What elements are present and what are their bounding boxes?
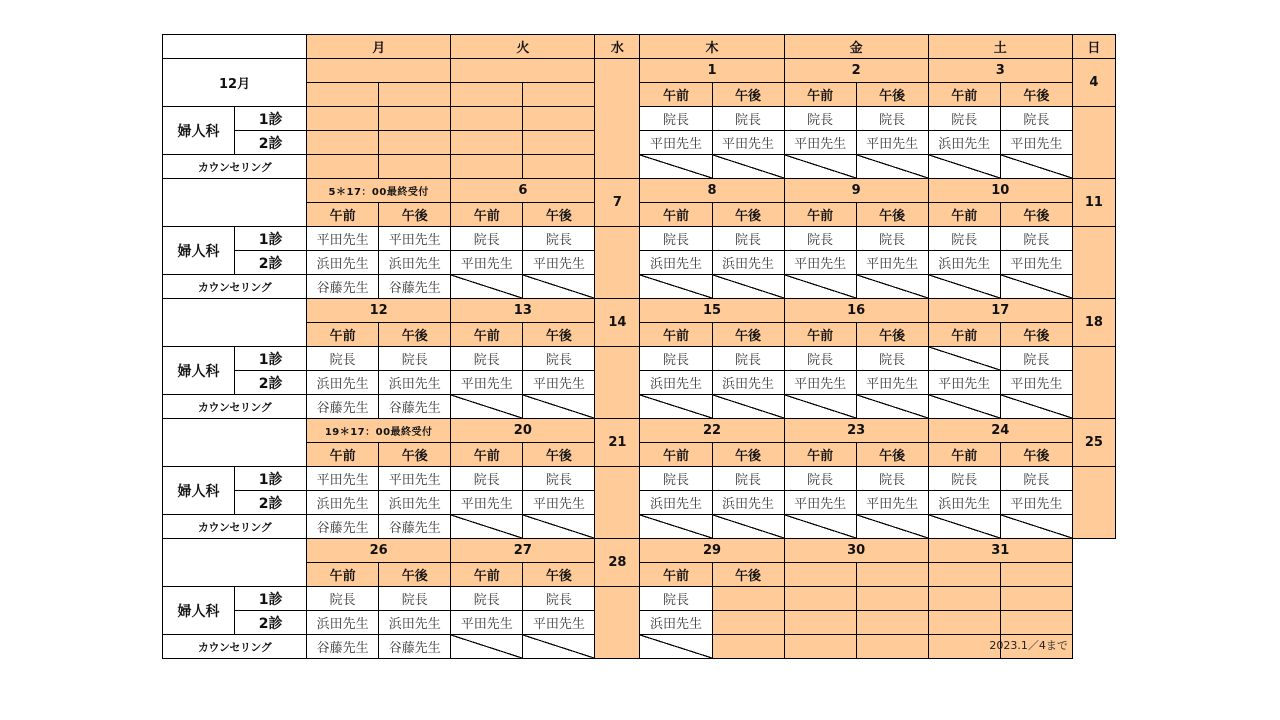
exam1-label: 1診	[235, 467, 307, 491]
doctor-cell: 院長	[856, 107, 928, 131]
doctor-cell: 平田先生	[1000, 371, 1072, 395]
no-service-cell	[784, 515, 856, 539]
doctor-cell: 院長	[523, 467, 595, 491]
week5-sun-blank	[1072, 539, 1115, 659]
doctor-cell: 平田先生	[712, 131, 784, 155]
exam2-label: 2診	[235, 611, 307, 635]
am-label: 午前	[307, 443, 379, 467]
week4-fri-date: 23	[784, 419, 928, 443]
am-label: 午前	[784, 443, 856, 467]
weekday-wed: 水	[595, 35, 640, 59]
am-label: 午前	[928, 443, 1000, 467]
weekday-thu: 木	[640, 35, 784, 59]
doctor-cell: 谷藤先生	[307, 395, 379, 419]
no-service-cell	[784, 155, 856, 179]
doctor-cell: 院長	[640, 467, 712, 491]
pm-label: 午後	[1000, 83, 1072, 107]
week1-sat-date: 3	[928, 59, 1072, 83]
counseling-label: カウンセリング	[163, 515, 307, 539]
week2-sun-cell	[1072, 227, 1115, 299]
am-label: 午前	[640, 563, 712, 587]
doctor-cell: 院長	[640, 227, 712, 251]
doctor-cell: 院長	[451, 587, 523, 611]
week2-fri-date: 9	[784, 179, 928, 203]
doctor-cell: 平田先生	[856, 131, 928, 155]
week1-mon-date	[307, 59, 451, 83]
doctor-cell: 院長	[712, 347, 784, 371]
no-service-cell	[1000, 515, 1072, 539]
week3-wed-date: 14	[595, 299, 640, 347]
doctor-cell: 平田先生	[451, 371, 523, 395]
no-service-cell	[784, 275, 856, 299]
week2-mon-date: 5＊17：00最終受付	[307, 179, 451, 203]
week5-fri-date: 30	[784, 539, 928, 563]
dept-label: 婦人科	[163, 587, 235, 635]
exam2-label: 2診	[235, 371, 307, 395]
no-service-cell	[784, 395, 856, 419]
doctor-cell: 院長	[928, 467, 1000, 491]
pm-label: 午後	[856, 323, 928, 347]
week3-sat-date: 17	[928, 299, 1072, 323]
footer-note: 2023.1／4まで	[989, 639, 1068, 652]
week5-mon-date: 26	[307, 539, 451, 563]
dept-label: 婦人科	[163, 467, 235, 515]
am-label: 午前	[451, 443, 523, 467]
doctor-cell: 平田先生	[1000, 131, 1072, 155]
no-service-cell	[856, 515, 928, 539]
pm-label: 午後	[712, 203, 784, 227]
week5-thu-date: 29	[640, 539, 784, 563]
no-service-cell	[928, 395, 1000, 419]
doctor-cell: 浜田先生	[712, 251, 784, 275]
week4-wed-date: 21	[595, 419, 640, 467]
no-service-cell	[451, 515, 523, 539]
am-label: 午前	[640, 323, 712, 347]
weekday-fri: 金	[784, 35, 928, 59]
pm-label: 午後	[379, 443, 451, 467]
week1-fri-date: 2	[784, 59, 928, 83]
month-label: 12月	[163, 59, 307, 107]
doctor-cell: 院長	[856, 467, 928, 491]
doctor-cell: 谷藤先生	[379, 635, 451, 659]
doctor-cell: 院長	[307, 587, 379, 611]
doctor-cell: 院長	[712, 227, 784, 251]
week2-wed-date: 7	[595, 179, 640, 227]
schedule-table	[162, 34, 1116, 659]
week5-exam1-row	[163, 587, 1116, 611]
doctor-cell: 院長	[640, 347, 712, 371]
no-service-cell	[451, 395, 523, 419]
doctor-cell: 浜田先生	[379, 611, 451, 635]
doctor-cell: 平田先生	[928, 371, 1000, 395]
pm-label: 午後	[523, 203, 595, 227]
no-service-cell	[523, 395, 595, 419]
doctor-cell: 院長	[928, 107, 1000, 131]
week5-counseling-row	[163, 635, 1116, 659]
week2-exam1-row	[163, 227, 1116, 251]
am-label: 午前	[640, 443, 712, 467]
exam2-label: 2診	[235, 251, 307, 275]
doctor-cell: 院長	[784, 467, 856, 491]
doctor-cell: 院長	[1000, 347, 1072, 371]
no-service-cell	[523, 515, 595, 539]
doctor-cell: 平田先生	[640, 131, 712, 155]
week4-mon-date: 19＊17：00最終受付	[307, 419, 451, 443]
doctor-cell: 浜田先生	[379, 491, 451, 515]
exam1-label: 1診	[235, 107, 307, 131]
weekday-header-row	[163, 35, 1116, 59]
week4-exam2-row	[163, 491, 1116, 515]
am-label: 午前	[640, 203, 712, 227]
dept-label: 婦人科	[163, 347, 235, 395]
counseling-label: カウンセリング	[163, 275, 307, 299]
pm-label: 午後	[856, 83, 928, 107]
pm-label: 午後	[523, 563, 595, 587]
no-service-cell	[640, 155, 712, 179]
doctor-cell: 谷藤先生	[307, 635, 379, 659]
no-service-cell	[712, 515, 784, 539]
week3-wed-cell	[595, 347, 640, 419]
pm-label: 午後	[1000, 203, 1072, 227]
doctor-cell: 浜田先生	[379, 251, 451, 275]
am-label: 午前	[451, 323, 523, 347]
am-label: 午前	[928, 323, 1000, 347]
week5-date-row	[163, 539, 1116, 563]
pm-label: 午後	[712, 323, 784, 347]
week3-thu-date: 15	[640, 299, 784, 323]
week1-sun-date: 4	[1072, 59, 1115, 107]
week4-counseling-row	[163, 515, 1116, 539]
week1-wed-cell	[595, 59, 640, 179]
week3-exam1-row	[163, 347, 1116, 371]
footer-note-cell	[989, 635, 1072, 659]
pm-label: 午後	[523, 323, 595, 347]
week1-exam1-row	[163, 107, 1116, 131]
doctor-cell: 浜田先生	[640, 491, 712, 515]
dept-label: 婦人科	[163, 227, 235, 275]
doctor-cell: 平田先生	[523, 371, 595, 395]
doctor-cell: 浜田先生	[640, 251, 712, 275]
doctor-cell: 平田先生	[451, 611, 523, 635]
week2-exam2-row	[163, 251, 1116, 275]
week4-wed-cell	[595, 467, 640, 539]
week4-exam1-row	[163, 467, 1116, 491]
week2-date-row	[163, 179, 1116, 203]
doctor-cell: 院長	[451, 347, 523, 371]
doctor-cell: 平田先生	[784, 371, 856, 395]
week4-sat-date: 24	[928, 419, 1072, 443]
dept-label: 婦人科	[163, 107, 235, 155]
no-service-cell	[712, 275, 784, 299]
doctor-cell: 院長	[856, 347, 928, 371]
doctor-cell: 平田先生	[523, 251, 595, 275]
weekday-sat: 土	[928, 35, 1072, 59]
week5-wed-date: 28	[595, 539, 640, 587]
pm-label: 午後	[712, 563, 784, 587]
doctor-cell: 谷藤先生	[379, 275, 451, 299]
no-service-cell	[928, 515, 1000, 539]
doctor-cell: 浜田先生	[640, 611, 712, 635]
am-label: 午前	[307, 323, 379, 347]
doctor-cell: 浜田先生	[928, 251, 1000, 275]
week4-date-row	[163, 419, 1116, 443]
doctor-cell: 院長	[784, 347, 856, 371]
week3-tue-date: 13	[451, 299, 595, 323]
week2-sat-date: 10	[928, 179, 1072, 203]
week2-counseling-row	[163, 275, 1116, 299]
no-service-cell	[523, 275, 595, 299]
doctor-cell: 浜田先生	[307, 491, 379, 515]
doctor-cell: 浜田先生	[640, 371, 712, 395]
no-service-cell	[856, 395, 928, 419]
doctor-cell: 平田先生	[1000, 251, 1072, 275]
no-service-cell	[856, 275, 928, 299]
doctor-cell: 平田先生	[379, 467, 451, 491]
doctor-cell: 院長	[784, 107, 856, 131]
no-service-cell	[1000, 275, 1072, 299]
corner-cell	[163, 35, 307, 59]
week2-thu-date: 8	[640, 179, 784, 203]
doctor-cell: 浜田先生	[307, 611, 379, 635]
am-label: 午前	[928, 83, 1000, 107]
doctor-cell: 院長	[523, 227, 595, 251]
doctor-cell: 平田先生	[784, 251, 856, 275]
no-service-cell	[523, 635, 595, 659]
exam2-label: 2診	[235, 491, 307, 515]
week1-counseling-row	[163, 155, 1116, 179]
doctor-cell: 浜田先生	[307, 251, 379, 275]
doctor-cell: 平田先生	[1000, 491, 1072, 515]
doctor-cell: 浜田先生	[712, 371, 784, 395]
no-service-cell	[640, 275, 712, 299]
week1-tue-date	[451, 59, 595, 83]
doctor-cell: 谷藤先生	[307, 515, 379, 539]
no-service-cell	[928, 155, 1000, 179]
weekday-tue: 火	[451, 35, 595, 59]
weekday-sun: 日	[1072, 35, 1115, 59]
exam1-label: 1診	[235, 227, 307, 251]
pm-label: 午後	[856, 203, 928, 227]
doctor-cell: 院長	[1000, 107, 1072, 131]
doctor-cell: 浜田先生	[379, 371, 451, 395]
week3-counseling-row	[163, 395, 1116, 419]
am-label: 午前	[640, 83, 712, 107]
doctor-cell: 院長	[928, 227, 1000, 251]
pm-label: 午後	[523, 443, 595, 467]
am-label: 午前	[928, 203, 1000, 227]
pm-label: 午後	[379, 563, 451, 587]
doctor-cell: 院長	[640, 587, 712, 611]
doctor-cell: 院長	[523, 347, 595, 371]
doctor-cell: 浜田先生	[307, 371, 379, 395]
doctor-cell: 谷藤先生	[307, 275, 379, 299]
no-service-cell	[451, 635, 523, 659]
doctor-cell: 院長	[1000, 467, 1072, 491]
doctor-cell: 平田先生	[784, 491, 856, 515]
doctor-cell: 谷藤先生	[379, 395, 451, 419]
counseling-label: カウンセリング	[163, 155, 307, 179]
no-service-cell	[856, 155, 928, 179]
doctor-cell: 院長	[307, 347, 379, 371]
doctor-cell: 院長	[523, 587, 595, 611]
week3-exam2-row	[163, 371, 1116, 395]
doctor-cell: 平田先生	[379, 227, 451, 251]
doctor-cell: 平田先生	[856, 491, 928, 515]
no-service-cell	[712, 155, 784, 179]
doctor-cell: 平田先生	[523, 611, 595, 635]
am-label: 午前	[307, 563, 379, 587]
week3-mon-date: 12	[307, 299, 451, 323]
am-label: 午前	[784, 83, 856, 107]
exam2-label: 2診	[235, 131, 307, 155]
week2-sun-date: 11	[1072, 179, 1115, 227]
doctor-cell: 平田先生	[307, 227, 379, 251]
doctor-cell: 院長	[379, 347, 451, 371]
exam1-label: 1診	[235, 587, 307, 611]
am-label: 午前	[784, 203, 856, 227]
week1-sun-cell	[1072, 107, 1115, 179]
doctor-cell: 平田先生	[523, 491, 595, 515]
week5-tue-date: 27	[451, 539, 595, 563]
week1-thu-date: 1	[640, 59, 784, 83]
doctor-cell: 平田先生	[451, 251, 523, 275]
doctor-cell: 浜田先生	[712, 491, 784, 515]
no-service-cell	[640, 395, 712, 419]
am-label: 午前	[784, 323, 856, 347]
pm-label: 午後	[1000, 443, 1072, 467]
week4-thu-date: 22	[640, 419, 784, 443]
am-label: 午前	[451, 203, 523, 227]
week5-wed-cell	[595, 587, 640, 659]
week2-wed-cell	[595, 227, 640, 299]
week5-exam2-row	[163, 611, 1116, 635]
no-service-cell	[712, 395, 784, 419]
counseling-label: カウンセリング	[163, 635, 307, 659]
no-service-cell	[1000, 395, 1072, 419]
doctor-cell: 平田先生	[856, 371, 928, 395]
no-service-cell	[640, 515, 712, 539]
pm-label: 午後	[712, 83, 784, 107]
week3-date-row	[163, 299, 1116, 323]
doctor-cell: 平田先生	[784, 131, 856, 155]
week4-tue-date: 20	[451, 419, 595, 443]
am-label: 午前	[307, 203, 379, 227]
doctor-cell: 院長	[784, 227, 856, 251]
pm-label: 午後	[1000, 323, 1072, 347]
weekday-mon: 月	[307, 35, 451, 59]
no-service-cell	[928, 275, 1000, 299]
doctor-cell: 平田先生	[451, 491, 523, 515]
doctor-cell: 院長	[856, 227, 928, 251]
doctor-cell: 院長	[451, 467, 523, 491]
week1-date-row	[163, 59, 1116, 83]
doctor-cell: 院長	[1000, 227, 1072, 251]
doctor-cell: 院長	[640, 107, 712, 131]
no-service-cell	[640, 635, 712, 659]
week1-exam2-row	[163, 131, 1116, 155]
doctor-cell: 浜田先生	[928, 131, 1000, 155]
doctor-cell: 院長	[451, 227, 523, 251]
week5-sat-date: 31	[928, 539, 1072, 563]
week2-tue-date: 6	[451, 179, 595, 203]
week3-sun-cell	[1072, 347, 1115, 419]
doctor-cell: 院長	[379, 587, 451, 611]
no-service-cell	[928, 347, 1000, 371]
no-service-cell	[451, 275, 523, 299]
doctor-cell: 平田先生	[856, 251, 928, 275]
pm-label: 午後	[379, 323, 451, 347]
pm-label: 午後	[712, 443, 784, 467]
week3-fri-date: 16	[784, 299, 928, 323]
am-label: 午前	[451, 563, 523, 587]
week4-sun-cell	[1072, 467, 1115, 539]
week3-sun-date: 18	[1072, 299, 1115, 347]
pm-label: 午後	[856, 443, 928, 467]
doctor-cell: 院長	[712, 107, 784, 131]
week4-sun-date: 25	[1072, 419, 1115, 467]
doctor-cell: 浜田先生	[928, 491, 1000, 515]
doctor-cell: 院長	[712, 467, 784, 491]
doctor-cell: 谷藤先生	[379, 515, 451, 539]
doctor-cell: 平田先生	[307, 467, 379, 491]
counseling-label: カウンセリング	[163, 395, 307, 419]
exam1-label: 1診	[235, 347, 307, 371]
pm-label: 午後	[379, 203, 451, 227]
no-service-cell	[1000, 155, 1072, 179]
